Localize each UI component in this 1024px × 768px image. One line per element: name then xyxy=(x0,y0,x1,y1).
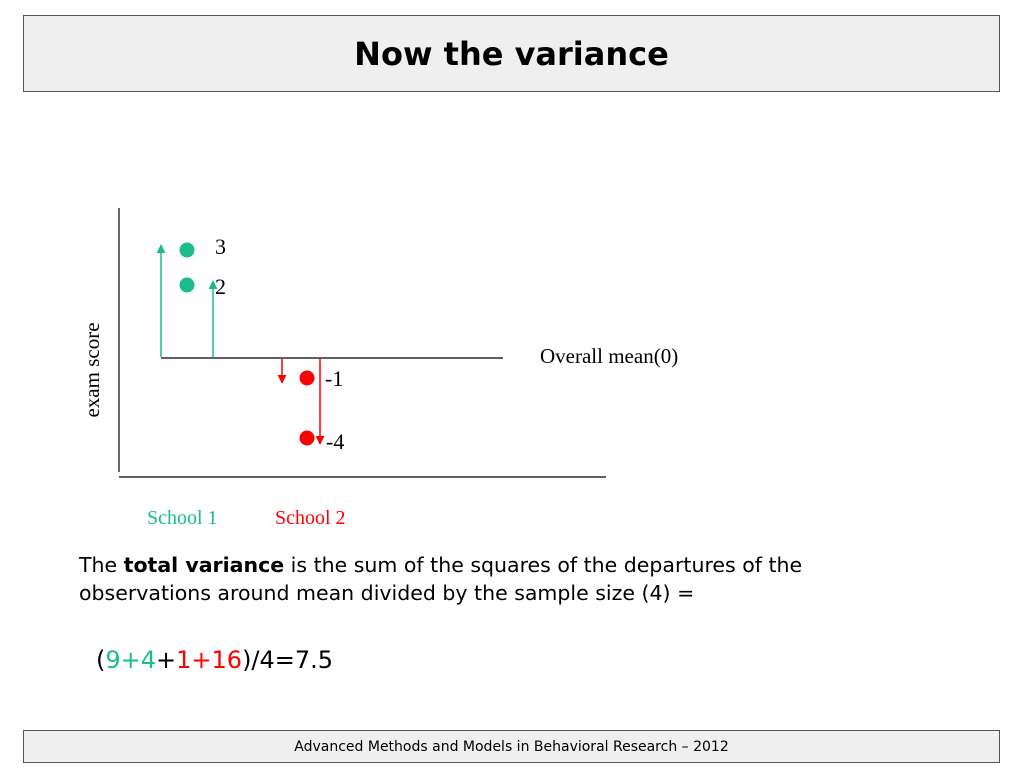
formula-school1-terms: 9+4 xyxy=(105,646,157,674)
point-label-3: 3 xyxy=(215,234,226,259)
point-label-minus1: -1 xyxy=(325,366,344,391)
point-label-2: 2 xyxy=(215,274,226,299)
formula-open: ( xyxy=(96,646,106,674)
group-label-school1: School 1 xyxy=(147,507,218,529)
point-school2-minus4 xyxy=(300,431,315,446)
explanation-suffix: is the sum of the squares of the departures of the observations around mean divided by the sample size (4) = xyxy=(79,553,803,605)
explanation-text xyxy=(79,551,939,607)
formula-close: )/4=7.5 xyxy=(242,646,334,674)
slide-title: Now the variance xyxy=(354,34,669,73)
footer-bar xyxy=(23,730,1000,763)
point-school1-3 xyxy=(180,243,195,258)
explanation-bold-term: total variance xyxy=(123,553,285,577)
formula-plus: + xyxy=(156,646,177,674)
footer-text: Advanced Methods and Models in Behavioral Research – 2012 xyxy=(294,738,729,755)
point-school2-minus1 xyxy=(300,371,315,386)
group-label-school2: School 2 xyxy=(275,507,346,529)
point-label-minus4: -4 xyxy=(326,429,345,454)
y-axis-label: exam score xyxy=(80,322,104,418)
point-school1-2 xyxy=(180,278,195,293)
mean-line-label: Overall mean(0) xyxy=(540,344,679,368)
variance-formula xyxy=(96,646,333,674)
explanation-prefix: The xyxy=(79,553,124,577)
formula-school2-terms: 1+16 xyxy=(176,646,243,674)
